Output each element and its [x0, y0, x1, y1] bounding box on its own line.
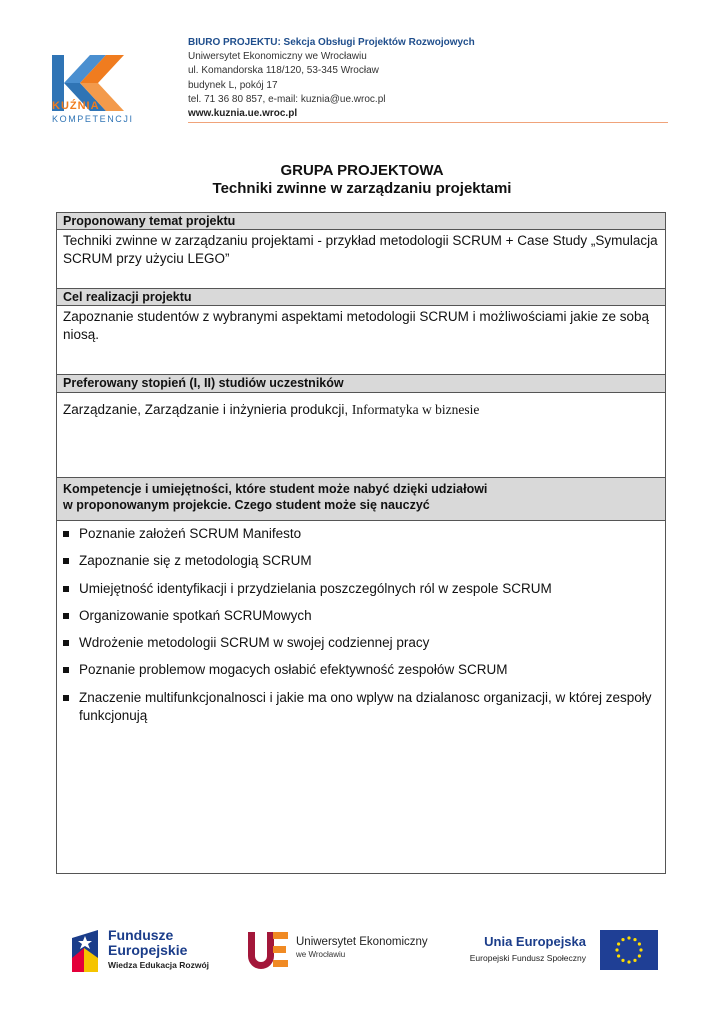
bullet-icon: [63, 640, 69, 646]
bullet-icon: [63, 531, 69, 537]
skills-heading-line: Kompetencje i umiejętności, które student może nabyć dzięki udziałowi: [63, 482, 488, 496]
skills-list: [57, 525, 665, 734]
logo-wordmark-top: KUŹNIA: [52, 100, 100, 112]
topic-text: Techniki zwinne w zarządzaniu projektami - przykład metodologii SCRUM + Case Study „Symulacja SCRUM przy użyciu LEGO”: [63, 233, 658, 266]
goal-heading: Cel realizacji projektu: [57, 288, 665, 306]
fe-title-line1: Fundusze: [108, 927, 174, 943]
org-line: tel. 71 36 80 857, e-mail: kuznia@ue.wroc.pl: [188, 93, 386, 105]
ue-monogram-icon: [246, 928, 290, 972]
eu-fund-name: Europejski Fundusz Społeczny: [469, 953, 586, 963]
goal-text: Zapoznanie studentów z wybranymi aspektami metodologii SCRUM i możliwościami jakie ze sobą niosą.: [63, 309, 649, 342]
fe-program-name: Wiedza Edukacja Rozwój: [108, 960, 209, 970]
list-item: Organizowanie spotkań SCRUMowych: [57, 607, 665, 625]
bullet-icon: [63, 695, 69, 701]
page-subtitle: Techniki zwinne w zarządzaniu projektami: [212, 180, 512, 197]
eu-title: Unia Europejska: [484, 934, 586, 949]
header-divider: [188, 122, 668, 123]
skills-heading-line: w proponowanym projekcie. Czego student może się nauczyć: [63, 498, 430, 512]
level-text: [57, 395, 665, 475]
level-text-extra: Informatyka w biznesie: [351, 402, 480, 417]
fe-title-line2: Europejskie: [108, 942, 188, 958]
list-item: Poznanie założeń SCRUM Manifesto: [57, 525, 665, 543]
org-line: ul. Komandorska 118/120, 53-345 Wrocław: [188, 65, 379, 77]
list-item: Umiejętność identyfikacji i przydzielania poszczególnych ról w zespole SCRUM: [57, 580, 665, 598]
fundusze-europejskie-logo: [70, 924, 210, 976]
bullet-icon: [63, 613, 69, 619]
list-item: Wdrożenie metodologii SCRUM w swojej codziennej pracy: [57, 634, 665, 652]
website-link[interactable]: www.kuznia.ue.wroc.pl: [188, 108, 298, 120]
bullet-icon: [63, 667, 69, 673]
ue-name: Uniwersytet Ekonomiczny: [296, 936, 428, 948]
org-line: Uniwersytet Ekonomiczny we Wrocławiu: [188, 51, 367, 63]
list-item: Zapoznanie się z metodologią SCRUM: [57, 552, 665, 570]
list-item: Poznanie problemow mogacych osłabić efektywność zespołów SCRUM: [57, 661, 665, 679]
fe-star-icon: [70, 928, 100, 974]
org-title: BIURO PROJEKTU: Sekcja Obsługi Projektów Rozwojowych: [188, 37, 475, 48]
logo-wordmark-bottom: KOMPETENCJI: [52, 114, 134, 124]
level-text-main: Zarządzanie, Zarządzanie i inżynieria produkcji,: [63, 402, 349, 417]
project-office-address: [188, 36, 475, 121]
page-title: GRUPA PROJEKTOWA: [280, 162, 444, 179]
skills-heading: [57, 477, 665, 521]
project-form-table: [56, 212, 666, 874]
uniwersytet-ekonomiczny-logo: [246, 928, 436, 972]
list-item: Znaczenie multifunkcjonalnosci i jakie ma ono wplyw na dzialanosc organizacji, w której zespoły funkcjonują: [57, 689, 665, 725]
org-line: budynek L, pokój 17: [188, 79, 278, 91]
bullet-icon: [63, 558, 69, 564]
unia-europejska-logo: [458, 928, 658, 972]
topic-heading: Proponowany temat projektu: [57, 213, 665, 230]
ue-city: we Wrocławiu: [296, 950, 346, 959]
eu-flag-icon: [600, 930, 658, 970]
level-heading: Preferowany stopień (I, II) studiów uczestników: [57, 374, 665, 393]
bullet-icon: [63, 586, 69, 592]
